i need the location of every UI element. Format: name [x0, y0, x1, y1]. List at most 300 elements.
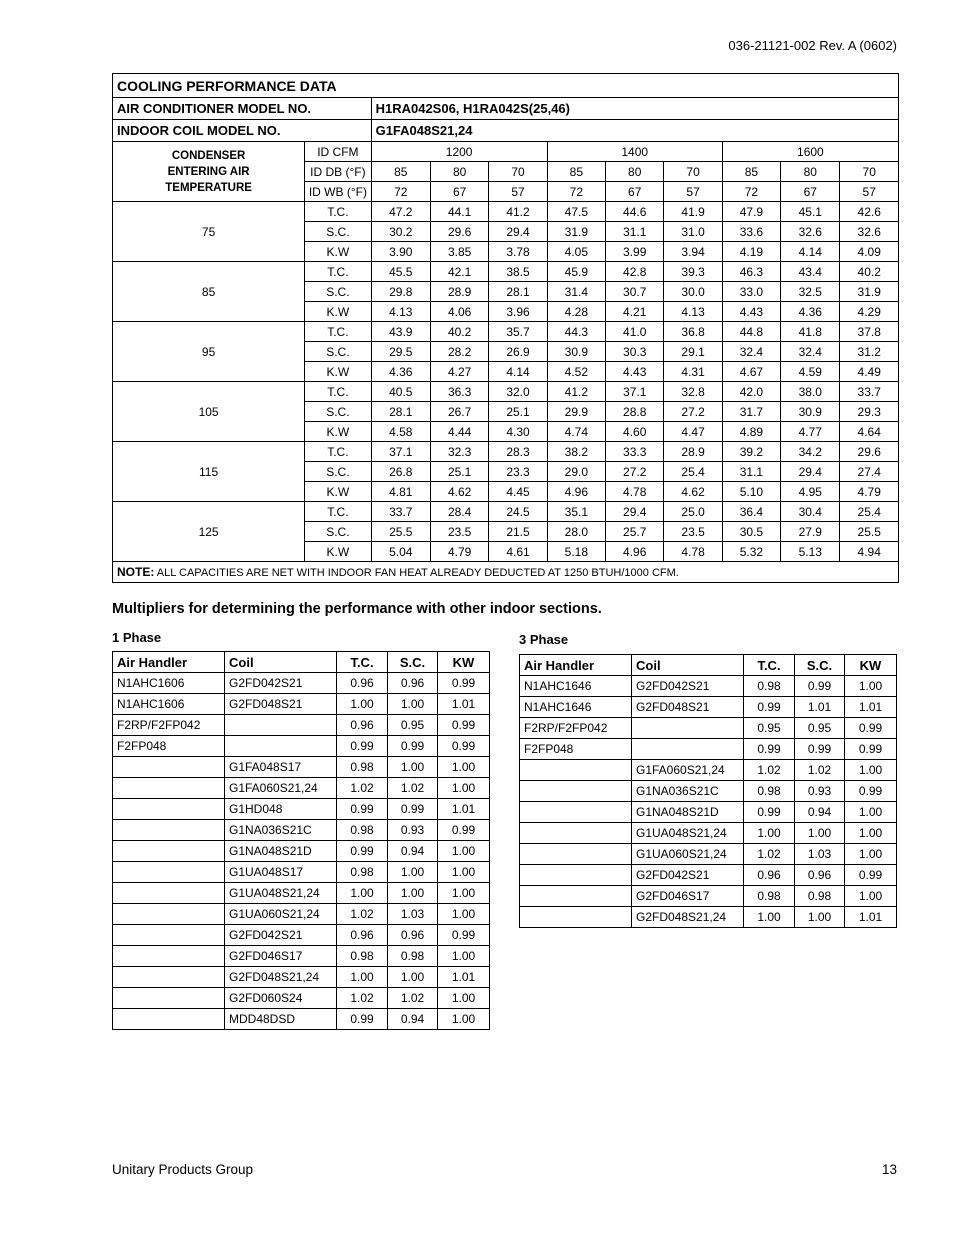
performance-value: 29.1: [664, 342, 722, 362]
performance-value: 41.0: [606, 322, 664, 342]
ac-model-value: H1RA042S06, H1RA042S(25,46): [371, 98, 898, 120]
kw-cell: 1.00: [845, 676, 897, 697]
air-handler-cell: [113, 862, 225, 883]
performance-value: 27.4: [840, 462, 899, 482]
table-row: [113, 502, 899, 522]
tc-cell: 0.98: [744, 676, 795, 697]
kw-cell: 1.01: [438, 694, 490, 715]
coil-cell: [632, 718, 744, 739]
air-handler-cell: [520, 802, 632, 823]
tc-cell: 0.96: [337, 925, 388, 946]
tc-cell: 0.98: [337, 757, 388, 778]
air-handler-cell: F2RP/F2FP042: [113, 715, 225, 736]
tc-cell: 1.00: [744, 823, 795, 844]
performance-value: 31.2: [840, 342, 899, 362]
sc-cell: 1.03: [388, 904, 438, 925]
air-handler-cell: [113, 904, 225, 925]
performance-value: 4.19: [722, 242, 780, 262]
performance-value: 4.44: [430, 422, 488, 442]
performance-value: 33.7: [371, 502, 430, 522]
table-row: [113, 715, 490, 736]
kw-cell: 1.00: [438, 904, 490, 925]
performance-value: 32.4: [722, 342, 780, 362]
performance-value: 40.2: [430, 322, 488, 342]
table-row: [113, 799, 490, 820]
tc-cell: 0.99: [744, 802, 795, 823]
table-row: [113, 202, 899, 222]
table-row: [113, 673, 490, 694]
kw-cell: 0.99: [438, 715, 490, 736]
table-row: [520, 718, 897, 739]
sc-cell: 0.98: [795, 886, 845, 907]
kw-cell: 1.01: [845, 697, 897, 718]
id-db-label: ID DB (°F): [305, 162, 371, 182]
air-handler-cell: [113, 883, 225, 904]
performance-value: 4.52: [547, 362, 605, 382]
col-tc: T.C.: [337, 652, 388, 673]
phase1-label: 1 Phase: [112, 630, 162, 645]
performance-value: 26.8: [371, 462, 430, 482]
tc-cell: 1.00: [337, 967, 388, 988]
performance-value: 34.2: [781, 442, 840, 462]
performance-value: 4.21: [606, 302, 664, 322]
performance-value: 5.18: [547, 542, 605, 562]
cfm-header: 1200: [371, 142, 547, 162]
sc-cell: 0.96: [388, 673, 438, 694]
air-handler-cell: [113, 925, 225, 946]
tc-cell: 1.02: [337, 904, 388, 925]
performance-value: 4.45: [489, 482, 547, 502]
performance-value: 35.7: [489, 322, 547, 342]
entering-air-temp: 85: [113, 262, 305, 322]
table-row: [520, 739, 897, 760]
performance-value: 28.1: [371, 402, 430, 422]
performance-value: 4.59: [781, 362, 840, 382]
sc-cell: 1.00: [795, 823, 845, 844]
table-row: [113, 946, 490, 967]
performance-value: 46.3: [722, 262, 780, 282]
performance-value: 4.49: [840, 362, 899, 382]
performance-value: 42.8: [606, 262, 664, 282]
sc-cell: 1.02: [388, 988, 438, 1009]
sc-cell: 0.99: [388, 799, 438, 820]
performance-value: 38.5: [489, 262, 547, 282]
performance-value: 4.67: [722, 362, 780, 382]
coil-cell: G2FD048S21: [225, 694, 337, 715]
air-handler-cell: [520, 823, 632, 844]
performance-value: 42.6: [840, 202, 899, 222]
sc-cell: 1.00: [795, 907, 845, 928]
performance-value: 31.9: [840, 282, 899, 302]
condenser-line-1: CONDENSER: [171, 149, 246, 162]
performance-value: 3.85: [430, 242, 488, 262]
performance-value: 28.9: [430, 282, 488, 302]
table-row: [113, 694, 490, 715]
coil-cell: G1NA036S21C: [225, 820, 337, 841]
sc-cell: 1.00: [388, 967, 438, 988]
metric-label: T.C.: [305, 262, 371, 282]
performance-value: 45.5: [371, 262, 430, 282]
air-handler-cell: F2FP048: [520, 739, 632, 760]
kw-cell: 0.99: [845, 739, 897, 760]
sc-cell: 0.96: [795, 865, 845, 886]
air-handler-cell: F2RP/F2FP042: [520, 718, 632, 739]
sc-cell: 0.96: [388, 925, 438, 946]
sc-cell: 0.93: [388, 820, 438, 841]
col-sc: S.C.: [388, 652, 438, 673]
performance-value: 4.31: [664, 362, 722, 382]
performance-value: 30.7: [606, 282, 664, 302]
performance-value: 41.9: [664, 202, 722, 222]
metric-label: S.C.: [305, 282, 371, 302]
tc-cell: 0.99: [337, 736, 388, 757]
performance-value: 38.0: [781, 382, 840, 402]
performance-value: 32.4: [781, 342, 840, 362]
performance-value: 44.3: [547, 322, 605, 342]
performance-value: 39.2: [722, 442, 780, 462]
performance-value: 29.3: [840, 402, 899, 422]
performance-value: 25.1: [430, 462, 488, 482]
performance-value: 4.09: [840, 242, 899, 262]
table-row: [113, 988, 490, 1009]
tc-cell: 0.98: [337, 946, 388, 967]
performance-value: 37.8: [840, 322, 899, 342]
performance-value: 25.4: [840, 502, 899, 522]
condenser-temp-header: [113, 142, 305, 202]
table-row: [520, 697, 897, 718]
col-sc: S.C.: [795, 655, 845, 676]
entering-air-temp: 95: [113, 322, 305, 382]
performance-value: 47.9: [722, 202, 780, 222]
performance-value: 4.47: [664, 422, 722, 442]
tc-cell: 0.98: [744, 886, 795, 907]
tc-cell: 0.98: [337, 862, 388, 883]
table-row: [113, 322, 899, 342]
performance-value: 44.6: [606, 202, 664, 222]
tc-cell: 0.99: [337, 799, 388, 820]
performance-value: 41.2: [489, 202, 547, 222]
db-value: 80: [606, 162, 664, 182]
metric-label: T.C.: [305, 442, 371, 462]
sc-cell: 0.94: [388, 841, 438, 862]
performance-value: 32.5: [781, 282, 840, 302]
air-handler-cell: [520, 886, 632, 907]
table-row: [113, 778, 490, 799]
tc-cell: 0.99: [744, 739, 795, 760]
air-handler-cell: [520, 844, 632, 865]
air-handler-cell: N1AHC1606: [113, 694, 225, 715]
table-note: [113, 562, 899, 583]
performance-value: 4.14: [781, 242, 840, 262]
air-handler-cell: N1AHC1606: [113, 673, 225, 694]
performance-value: 31.1: [722, 462, 780, 482]
table-row: [113, 820, 490, 841]
air-handler-cell: [520, 865, 632, 886]
kw-cell: 1.01: [438, 799, 490, 820]
db-value: 80: [430, 162, 488, 182]
coil-cell: MDD48DSD: [225, 1009, 337, 1030]
performance-value: 4.78: [606, 482, 664, 502]
performance-value: 25.0: [664, 502, 722, 522]
performance-value: 31.4: [547, 282, 605, 302]
coil-cell: G1HD048: [225, 799, 337, 820]
performance-value: 4.95: [781, 482, 840, 502]
note-label: NOTE:: [117, 565, 155, 579]
metric-label: T.C.: [305, 322, 371, 342]
performance-value: 45.9: [547, 262, 605, 282]
kw-cell: 1.00: [438, 862, 490, 883]
table-row: [113, 442, 899, 462]
kw-cell: 1.00: [845, 802, 897, 823]
air-handler-cell: [113, 799, 225, 820]
db-value: 85: [547, 162, 605, 182]
performance-value: 29.6: [840, 442, 899, 462]
performance-value: 3.96: [489, 302, 547, 322]
performance-value: 30.5: [722, 522, 780, 542]
performance-value: 31.0: [664, 222, 722, 242]
kw-cell: 0.99: [438, 820, 490, 841]
air-handler-cell: [113, 946, 225, 967]
air-handler-cell: [113, 778, 225, 799]
table-row: [520, 676, 897, 697]
performance-value: 27.2: [606, 462, 664, 482]
performance-value: 5.32: [722, 542, 780, 562]
performance-value: 28.0: [547, 522, 605, 542]
performance-value: 39.3: [664, 262, 722, 282]
performance-value: 4.36: [371, 362, 430, 382]
sc-cell: 1.00: [388, 694, 438, 715]
performance-value: 3.94: [664, 242, 722, 262]
kw-cell: 1.00: [438, 841, 490, 862]
sc-cell: 0.94: [795, 802, 845, 823]
col-coil: Coil: [632, 655, 744, 676]
sc-cell: 1.00: [388, 883, 438, 904]
coil-cell: G2FD048S21: [632, 697, 744, 718]
tc-cell: 1.02: [744, 844, 795, 865]
table-row: [113, 967, 490, 988]
performance-value: 29.4: [781, 462, 840, 482]
performance-value: 28.2: [430, 342, 488, 362]
tc-cell: 1.02: [337, 778, 388, 799]
performance-value: 30.2: [371, 222, 430, 242]
kw-cell: 1.00: [845, 823, 897, 844]
metric-label: K.W: [305, 242, 371, 262]
footer-company: Unitary Products Group: [112, 1162, 254, 1177]
sc-cell: 0.98: [388, 946, 438, 967]
kw-cell: 1.00: [438, 1009, 490, 1030]
performance-value: 38.2: [547, 442, 605, 462]
metric-label: T.C.: [305, 382, 371, 402]
col-kw: KW: [438, 652, 490, 673]
wb-value: 57: [840, 182, 899, 202]
air-handler-cell: N1AHC1646: [520, 676, 632, 697]
tc-cell: 1.00: [337, 883, 388, 904]
sc-cell: 1.03: [795, 844, 845, 865]
table-header-row: [113, 652, 490, 673]
document-number: 036-21121-002 Rev. A (0602): [728, 38, 897, 53]
performance-value: 35.1: [547, 502, 605, 522]
metric-label: S.C.: [305, 402, 371, 422]
performance-value: 23.5: [664, 522, 722, 542]
performance-value: 25.5: [840, 522, 899, 542]
sc-cell: 0.99: [795, 739, 845, 760]
air-handler-cell: [113, 967, 225, 988]
condenser-line-3: TEMPERATURE: [165, 181, 252, 194]
coil-cell: G2FD046S17: [225, 946, 337, 967]
performance-value: 42.1: [430, 262, 488, 282]
performance-value: 28.8: [606, 402, 664, 422]
performance-value: 47.5: [547, 202, 605, 222]
sc-cell: 0.99: [795, 676, 845, 697]
multipliers-title: Multipliers for determining the performance with other indoor sections.: [112, 601, 602, 617]
cfm-header: 1600: [722, 142, 898, 162]
phase1-multiplier-table: [112, 651, 490, 1030]
performance-value: 26.9: [489, 342, 547, 362]
performance-value: 5.13: [781, 542, 840, 562]
id-cfm-label: ID CFM: [305, 142, 371, 162]
kw-cell: 1.00: [438, 778, 490, 799]
performance-value: 24.5: [489, 502, 547, 522]
performance-value: 31.7: [722, 402, 780, 422]
table-title: COOLING PERFORMANCE DATA: [113, 74, 899, 98]
kw-cell: 1.00: [438, 883, 490, 904]
coil-model-value: G1FA048S21,24: [371, 120, 898, 142]
performance-value: 41.2: [547, 382, 605, 402]
performance-value: 37.1: [371, 442, 430, 462]
cooling-performance-table: [112, 73, 899, 583]
performance-value: 4.29: [840, 302, 899, 322]
performance-value: 40.5: [371, 382, 430, 402]
table-header-row: [520, 655, 897, 676]
kw-cell: 0.99: [845, 781, 897, 802]
performance-value: 4.96: [547, 482, 605, 502]
performance-value: 40.2: [840, 262, 899, 282]
sc-cell: 0.95: [795, 718, 845, 739]
performance-value: 4.81: [371, 482, 430, 502]
air-handler-cell: [520, 907, 632, 928]
sc-cell: 0.94: [388, 1009, 438, 1030]
sc-cell: 1.00: [388, 757, 438, 778]
performance-value: 47.2: [371, 202, 430, 222]
table-row: [113, 1009, 490, 1030]
table-row: [113, 883, 490, 904]
performance-value: 31.1: [606, 222, 664, 242]
tc-cell: 0.96: [744, 865, 795, 886]
wb-value: 67: [781, 182, 840, 202]
performance-value: 29.4: [606, 502, 664, 522]
cfm-header: 1400: [547, 142, 722, 162]
performance-value: 4.78: [664, 542, 722, 562]
sc-cell: 0.99: [388, 736, 438, 757]
performance-value: 36.3: [430, 382, 488, 402]
metric-label: S.C.: [305, 342, 371, 362]
coil-cell: G2FD042S21: [225, 925, 337, 946]
performance-value: 25.5: [371, 522, 430, 542]
coil-cell: [225, 736, 337, 757]
note-text: ALL CAPACITIES ARE NET WITH INDOOR FAN HEAT ALREADY DEDUCTED AT 1250 BTUH/1000 CFM.: [156, 567, 679, 579]
kw-cell: 1.01: [438, 967, 490, 988]
table-row: [520, 823, 897, 844]
coil-cell: [632, 739, 744, 760]
coil-cell: G2FD060S24: [225, 988, 337, 1009]
sc-cell: 0.93: [795, 781, 845, 802]
kw-cell: 1.01: [845, 907, 897, 928]
entering-air-temp: 115: [113, 442, 305, 502]
ac-model-label: AIR CONDITIONER MODEL NO.: [113, 98, 372, 120]
coil-cell: G1NA048S21D: [632, 802, 744, 823]
metric-label: K.W: [305, 422, 371, 442]
kw-cell: 0.99: [438, 673, 490, 694]
table-row: [113, 262, 899, 282]
performance-value: 28.9: [664, 442, 722, 462]
tc-cell: 0.99: [744, 697, 795, 718]
coil-cell: G1UA060S21,24: [632, 844, 744, 865]
table-row: [113, 841, 490, 862]
air-handler-cell: N1AHC1646: [520, 697, 632, 718]
metric-label: K.W: [305, 482, 371, 502]
coil-cell: G1UA048S21,24: [632, 823, 744, 844]
kw-cell: 0.99: [845, 718, 897, 739]
kw-cell: 1.00: [438, 757, 490, 778]
db-value: 70: [664, 162, 722, 182]
coil-model-label: INDOOR COIL MODEL NO.: [113, 120, 372, 142]
metric-label: S.C.: [305, 222, 371, 242]
performance-value: 29.4: [489, 222, 547, 242]
performance-value: 29.9: [547, 402, 605, 422]
metric-label: T.C.: [305, 202, 371, 222]
performance-value: 4.96: [606, 542, 664, 562]
performance-value: 4.94: [840, 542, 899, 562]
sc-cell: 0.95: [388, 715, 438, 736]
metric-label: K.W: [305, 302, 371, 322]
kw-cell: 1.00: [845, 760, 897, 781]
coil-cell: G2FD042S21: [225, 673, 337, 694]
wb-value: 67: [606, 182, 664, 202]
phase3-multiplier-table: [519, 654, 897, 928]
air-handler-cell: F2FP048: [113, 736, 225, 757]
performance-value: 3.99: [606, 242, 664, 262]
performance-value: 30.0: [664, 282, 722, 302]
table-row: [113, 925, 490, 946]
performance-value: 30.3: [606, 342, 664, 362]
coil-cell: G1NA048S21D: [225, 841, 337, 862]
sc-cell: 1.02: [795, 760, 845, 781]
coil-cell: G2FD046S17: [632, 886, 744, 907]
air-handler-cell: [113, 820, 225, 841]
performance-value: 4.89: [722, 422, 780, 442]
entering-air-temp: 105: [113, 382, 305, 442]
performance-value: 30.9: [781, 402, 840, 422]
performance-value: 4.58: [371, 422, 430, 442]
performance-value: 4.64: [840, 422, 899, 442]
performance-value: 5.10: [722, 482, 780, 502]
performance-value: 44.1: [430, 202, 488, 222]
db-value: 70: [840, 162, 899, 182]
performance-value: 43.9: [371, 322, 430, 342]
tc-cell: 0.99: [337, 841, 388, 862]
performance-value: 23.5: [430, 522, 488, 542]
performance-value: 4.36: [781, 302, 840, 322]
db-value: 80: [781, 162, 840, 182]
performance-value: 32.6: [781, 222, 840, 242]
coil-cell: G1UA048S21,24: [225, 883, 337, 904]
coil-cell: G2FD042S21: [632, 676, 744, 697]
performance-value: 4.43: [722, 302, 780, 322]
performance-value: 36.8: [664, 322, 722, 342]
coil-cell: G1FA048S17: [225, 757, 337, 778]
sc-cell: 1.01: [795, 697, 845, 718]
wb-value: 57: [664, 182, 722, 202]
